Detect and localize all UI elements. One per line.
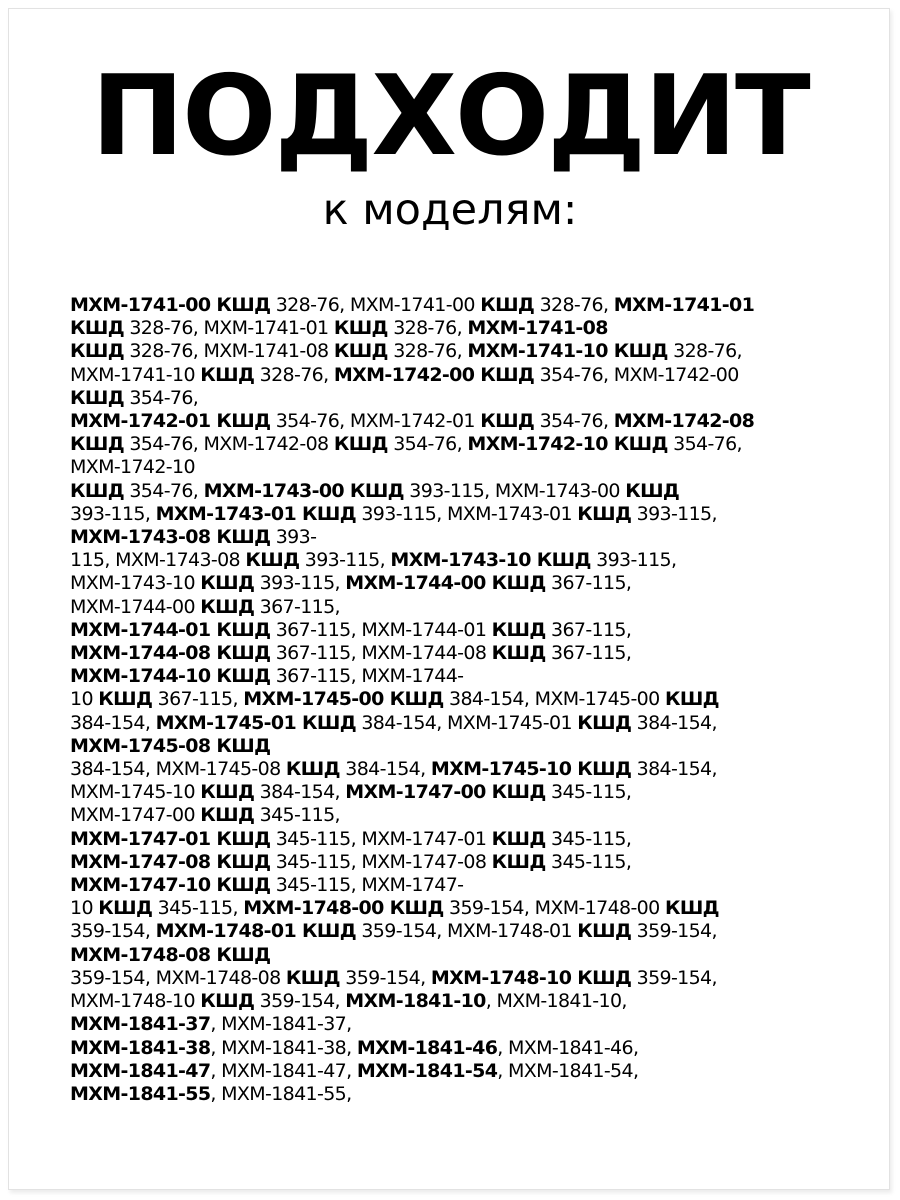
model-text-bold: МХМ-1745-10 КШД	[430, 758, 632, 781]
model-text: 328-76,	[387, 340, 468, 363]
model-text-bold: КШД	[200, 595, 255, 618]
model-text-bold: МХМ-1744-01 КШД	[70, 618, 271, 641]
model-text: МХМ-1748-10	[70, 990, 201, 1013]
model-text: 345-115, МХМ-1747-01	[270, 827, 492, 850]
model-text-bold: КШД	[577, 502, 632, 525]
model-text-bold: МХМ-1747-08 КШД	[70, 850, 271, 873]
model-text-bold: МХМ-1744-00 КШД	[345, 572, 546, 595]
model-text: 354-76,	[387, 433, 468, 456]
model-text: 393-115,	[299, 549, 391, 572]
model-text: 393-115,	[590, 549, 677, 572]
model-text-bold: КШД	[98, 688, 153, 711]
model-text-bold: КШД	[577, 920, 632, 943]
model-text-bold: КШД	[245, 549, 300, 572]
model-text: 367-115, МХМ-1744-08	[270, 642, 492, 665]
model-text: 328-76,	[254, 363, 334, 386]
models-line	[70, 387, 870, 410]
model-text-bold: КШД	[285, 758, 340, 781]
model-text-bold: КШД	[200, 363, 255, 386]
model-text: 384-154,	[631, 711, 717, 734]
model-text: 359-154, МХМ-1748-00	[443, 897, 665, 920]
model-text: , МХМ-1841-47,	[210, 1059, 357, 1082]
model-text: 359-154,	[339, 966, 431, 989]
model-text-bold: КШД	[664, 688, 719, 711]
model-text: , МХМ-1841-38,	[210, 1036, 357, 1059]
model-text-bold: КШД	[480, 294, 535, 316]
model-text-bold: КШД	[491, 642, 546, 665]
model-text: 359-154, МХМ-1748-01	[355, 920, 578, 943]
model-text-bold: КШД	[70, 386, 124, 409]
models-line	[70, 920, 870, 943]
model-text-bold: МХМ-1742-10 КШД	[467, 433, 668, 456]
model-text-bold: МХМ-1743-10 КШД	[390, 549, 591, 572]
model-text: 393-115, МХМ-1743-00	[403, 479, 626, 502]
model-text: 393-115,	[254, 572, 346, 595]
models-line	[70, 572, 870, 595]
model-text-bold: МХМ-1747-01 КШД	[70, 827, 271, 850]
model-text: МХМ-1747-00	[70, 804, 201, 827]
model-text-bold: КШД	[70, 433, 124, 456]
model-text: , МХМ-1841-10,	[485, 990, 627, 1013]
model-text-bold: МХМ-1744-08 КШД	[70, 642, 271, 665]
model-text-bold: КШД	[70, 340, 124, 363]
model-text-bold: КШД	[200, 572, 255, 595]
models-line	[70, 410, 870, 433]
model-text-bold: МХМ-1743-08 КШД	[70, 526, 271, 549]
model-text-bold: МХМ-1742-00 КШД	[333, 363, 535, 386]
model-text: 384-154, МХМ-1745-08	[70, 758, 286, 781]
model-text-bold: МХМ-1745-01 КШД	[155, 711, 356, 734]
models-line	[70, 526, 870, 549]
model-text-bold: КШД	[333, 317, 388, 340]
model-text-bold: КШД	[577, 711, 632, 734]
model-text: МХМ-1744-00	[70, 595, 201, 618]
models-line	[70, 874, 870, 897]
model-text: МХМ-1742-10	[70, 456, 195, 479]
model-text: 393-	[270, 526, 317, 549]
model-text-bold: КШД	[98, 897, 153, 920]
model-text: МХМ-1745-10	[70, 781, 201, 804]
models-line	[70, 364, 870, 387]
model-text: 367-115, МХМ-1744-01	[270, 618, 492, 641]
model-text-bold: КШД	[491, 827, 546, 850]
compatible-models-list	[70, 294, 870, 1106]
models-line	[70, 1060, 870, 1083]
models-line	[70, 967, 870, 990]
model-text: 328-76, МХМ-1741-08	[123, 340, 334, 363]
model-text-bold: МХМ-1745-00 КШД	[243, 688, 444, 711]
model-text: 345-115,	[254, 804, 340, 827]
models-line	[70, 317, 870, 340]
model-text: 384-154,	[70, 711, 156, 734]
models-line	[70, 456, 870, 479]
model-text-bold: КШД	[200, 804, 255, 827]
model-text: 328-76, МХМ-1741-01	[123, 317, 334, 340]
model-text-bold: КШД	[70, 479, 124, 502]
models-line	[70, 503, 870, 526]
model-text-bold: МХМ-1742-08	[613, 410, 755, 433]
models-line	[70, 642, 870, 665]
page-subtitle: к моделям:	[322, 185, 578, 235]
model-text-bold: КШД	[333, 340, 388, 363]
model-text-bold: МХМ-1741-08	[467, 317, 608, 340]
models-line	[70, 1013, 870, 1036]
model-text: 328-76, МХМ-1741-00	[270, 294, 481, 316]
model-text-bold: МХМ-1747-00 КШД	[345, 781, 546, 804]
model-text: 354-76, МХМ-1742-00	[534, 363, 739, 386]
models-line	[70, 781, 870, 804]
model-text-bold: МХМ-1745-08 КШД	[70, 734, 271, 757]
model-text-bold: КШД	[285, 966, 340, 989]
model-text-bold: КШД	[664, 897, 719, 920]
model-text: , МХМ-1841-46,	[497, 1036, 639, 1059]
model-text: 367-115, МХМ-1744-	[270, 665, 464, 688]
page-title: ПОДХОДИТ	[91, 52, 809, 181]
models-line	[70, 549, 870, 572]
model-text-bold: МХМ-1744-10 КШД	[70, 665, 271, 688]
models-line	[70, 1083, 870, 1106]
model-text-bold: МХМ-1747-10 КШД	[70, 874, 271, 897]
model-text: 115, МХМ-1743-08	[70, 549, 246, 572]
model-text-bold: МХМ-1741-10 КШД	[467, 340, 668, 363]
models-line	[70, 1037, 870, 1060]
models-line	[70, 758, 870, 781]
model-text-bold: МХМ-1743-00 КШД	[203, 479, 404, 502]
models-line	[70, 596, 870, 619]
model-text-bold: МХМ-1841-38	[70, 1036, 211, 1059]
model-text: 10	[70, 897, 99, 920]
model-text: 384-154, МХМ-1745-00	[443, 688, 665, 711]
model-text: 393-115,	[70, 502, 156, 525]
model-text: , МХМ-1841-54,	[497, 1059, 639, 1082]
models-line	[70, 990, 870, 1013]
model-text: 384-154, МХМ-1745-01	[355, 711, 578, 734]
model-text-bold: МХМ-1741-00 КШД	[70, 294, 271, 316]
model-text: 345-115,	[545, 781, 632, 804]
model-text: 345-115,	[545, 827, 632, 850]
model-text: 359-154, МХМ-1748-08	[70, 966, 286, 989]
models-line	[70, 340, 870, 363]
models-line	[70, 294, 870, 317]
model-text: 367-115,	[152, 688, 244, 711]
model-text-bold: МХМ-1748-00 КШД	[243, 897, 444, 920]
model-text: , МХМ-1841-55,	[210, 1082, 352, 1105]
model-text-bold: МХМ-1743-01 КШД	[155, 502, 356, 525]
model-text: 328-76,	[667, 340, 742, 363]
model-text-bold: КШД	[200, 990, 255, 1013]
model-text: 354-76,	[534, 410, 614, 433]
model-text: 359-154,	[70, 920, 156, 943]
model-text: 345-115,	[545, 850, 632, 873]
models-line	[70, 828, 870, 851]
model-text: 384-154,	[631, 758, 717, 781]
models-line	[70, 433, 870, 456]
models-line	[70, 944, 870, 967]
model-text: 367-115,	[254, 595, 340, 618]
model-text: 10	[70, 688, 99, 711]
model-text: 367-115,	[545, 572, 632, 595]
model-text: МХМ-1743-10	[70, 572, 201, 595]
model-text-bold: МХМ-1841-55	[70, 1082, 211, 1105]
model-text: 384-154,	[254, 781, 346, 804]
model-text-bold: КШД	[491, 850, 546, 873]
model-text: 354-76,	[667, 433, 742, 456]
model-text-bold: МХМ-1841-37	[70, 1013, 211, 1036]
models-line	[70, 712, 870, 735]
model-text: 393-115, МХМ-1743-01	[355, 502, 578, 525]
model-text: 393-115,	[631, 502, 717, 525]
model-text: 354-76, МХМ-1742-08	[123, 433, 334, 456]
model-text: 345-115, МХМ-1747-08	[270, 850, 492, 873]
models-line	[70, 688, 870, 711]
model-text-bold: МХМ-1748-10 КШД	[430, 966, 632, 989]
model-text-bold: КШД	[200, 781, 255, 804]
models-line	[70, 619, 870, 642]
model-text-bold: КШД	[491, 618, 546, 641]
model-text-bold: КШД	[480, 410, 535, 433]
model-text: 359-154,	[631, 920, 717, 943]
model-text: 384-154,	[339, 758, 431, 781]
models-line	[70, 665, 870, 688]
model-text: 345-115, МХМ-1747-	[270, 874, 464, 897]
model-text-bold: МХМ-1741-01	[613, 294, 755, 316]
model-text-bold: МХМ-1841-54	[356, 1059, 498, 1082]
model-text-bold: МХМ-1742-01 КШД	[70, 410, 271, 433]
model-text: 367-115,	[545, 618, 632, 641]
model-text: 354-76,	[123, 386, 199, 409]
model-text-bold: МХМ-1748-08 КШД	[70, 943, 271, 966]
model-text-bold: МХМ-1841-10	[345, 990, 486, 1013]
model-text: 359-154,	[631, 966, 717, 989]
model-text: 328-76,	[534, 294, 614, 316]
model-text-bold: МХМ-1841-47	[70, 1059, 211, 1082]
models-line	[70, 897, 870, 920]
models-line	[70, 480, 870, 503]
model-text-bold: МХМ-1748-01 КШД	[155, 920, 356, 943]
model-text-bold: МХМ-1841-46	[356, 1036, 498, 1059]
model-text: 354-76, МХМ-1742-01	[270, 410, 481, 433]
model-text-bold: КШД	[333, 433, 388, 456]
model-text: 367-115,	[545, 642, 632, 665]
model-text: МХМ-1741-10	[70, 363, 201, 386]
models-line	[70, 735, 870, 758]
model-text: 354-76,	[123, 479, 204, 502]
model-text-bold: КШД	[625, 479, 680, 502]
model-text: , МХМ-1841-37,	[210, 1013, 352, 1036]
model-text: 359-154,	[254, 990, 346, 1013]
model-text-bold: КШД	[70, 317, 124, 340]
models-line	[70, 804, 870, 827]
model-text: 345-115,	[152, 897, 244, 920]
models-line	[70, 851, 870, 874]
model-text: 328-76,	[387, 317, 468, 340]
